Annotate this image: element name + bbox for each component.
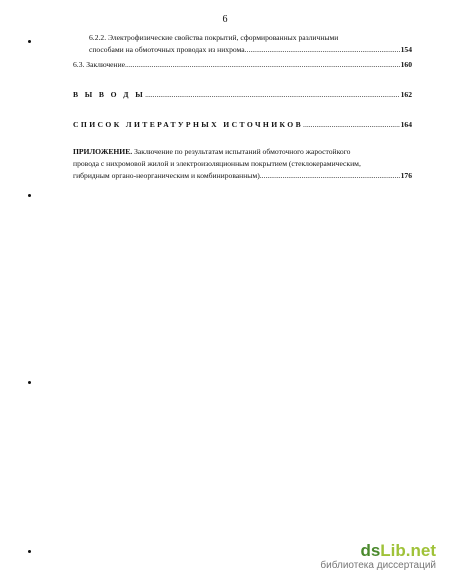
toc-entry-6-2-2-line1: 6.2.2. Электрофизические свойства покрытий, сформированных различными	[89, 33, 339, 42]
toc-page-number: 162	[400, 90, 412, 99]
toc-entry-title: СПИСОК ЛИТЕРАТУРНЫХ ИСТОЧНИКОВ	[73, 120, 304, 129]
watermark-logo-part1: ds	[360, 541, 381, 560]
toc-page-number: 176	[400, 171, 412, 180]
toc-entry-references[interactable]	[73, 120, 412, 129]
watermark-subtitle: библиотека диссертаций	[320, 560, 436, 571]
toc-entry-appendix[interactable]	[73, 171, 412, 180]
toc-entry-title: 6.3. Заключение	[73, 60, 126, 69]
margin-bullet	[28, 40, 31, 43]
toc-entry-6-2-2[interactable]	[89, 45, 412, 54]
margin-bullet	[28, 550, 31, 553]
toc-entry-appendix-line1	[73, 147, 350, 157]
watermark-logo	[316, 541, 436, 560]
dot-leader	[125, 60, 400, 69]
toc-entry-appendix-line2: провода с нихромовой жилой и электроизоляционным покрытием (стеклокерамическим,	[73, 159, 361, 168]
watermark-logo-part2: Lib.net	[380, 541, 436, 560]
toc-entry-6-3[interactable]	[73, 60, 412, 69]
dot-leader	[145, 90, 400, 99]
toc-entry-title: способами на обмоточных проводах из нихрома	[89, 45, 245, 54]
margin-bullet	[28, 194, 31, 197]
toc-entry-title: гибридным органо-неорганическим и комбинированным)	[73, 171, 260, 180]
margin-bullet	[28, 381, 31, 384]
toc-page-number: 164	[400, 120, 412, 129]
dslib-watermark	[316, 541, 436, 572]
dot-leader	[303, 120, 400, 129]
toc-page-number: 154	[400, 45, 412, 54]
dot-leader	[245, 45, 400, 54]
page-number: 6	[222, 14, 228, 25]
toc-entry-conclusions[interactable]	[73, 90, 412, 99]
appendix-title-part: Заключение по результатам испытаний обмоточного жаростойкого	[132, 147, 351, 156]
appendix-label: ПРИЛОЖЕНИЕ.	[73, 147, 133, 156]
toc-page-number: 160	[400, 60, 412, 69]
dot-leader	[260, 171, 400, 180]
toc-entry-title: В Ы В О Д Ы	[73, 90, 146, 99]
